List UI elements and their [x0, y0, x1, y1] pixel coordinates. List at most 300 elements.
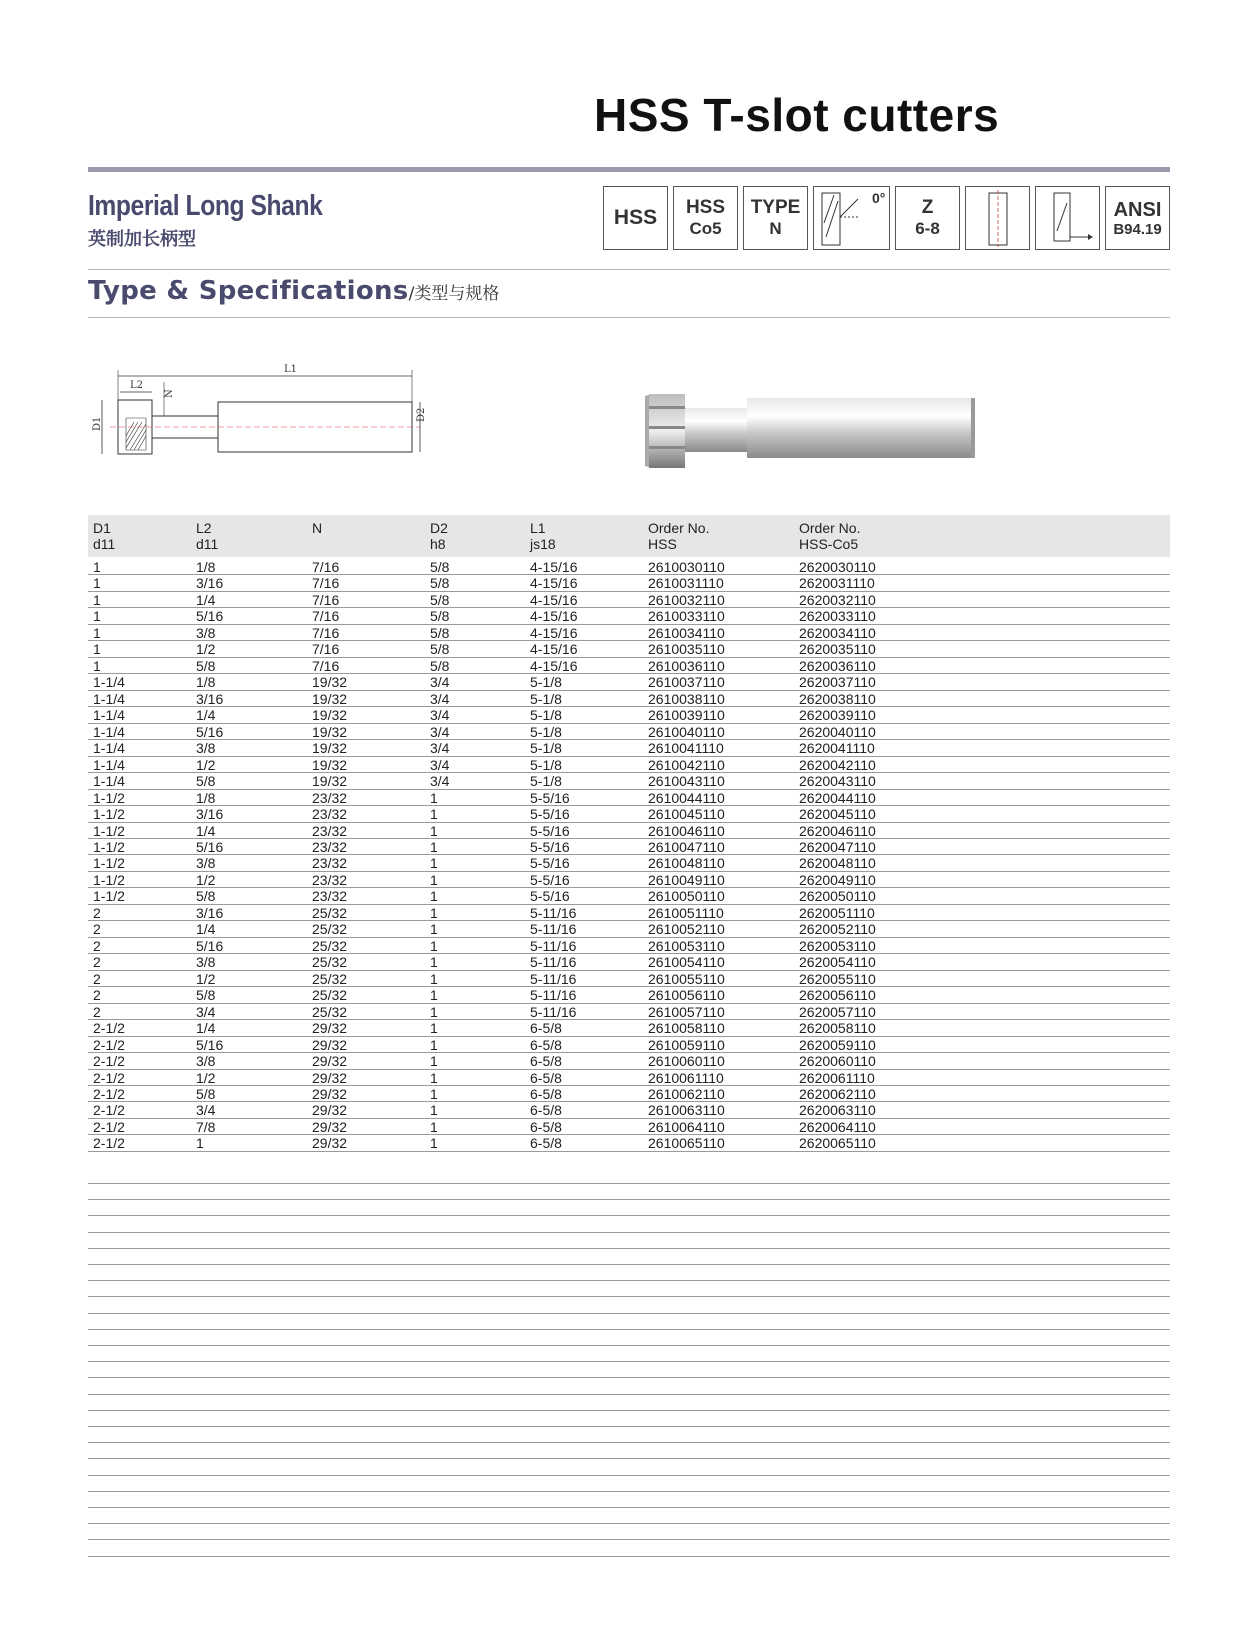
blank-rule-line	[88, 1264, 1170, 1265]
cell-order-hss-co5: 2620060110	[799, 1053, 876, 1070]
cell-order-hss-co5: 2620030110	[799, 559, 876, 575]
cell-order-hss: 2610030110	[648, 559, 725, 575]
cell-l2: 5/16	[196, 838, 224, 855]
cell-l1: 5-11/16	[530, 987, 577, 1004]
cell-order-hss: 2610063110	[648, 1102, 725, 1119]
cell-d1: 1-1/4	[93, 723, 125, 740]
cell-l1: 5-11/16	[530, 954, 577, 971]
table-row	[88, 674, 1170, 690]
cell-d2: 3/4	[430, 740, 450, 757]
cell-order-hss-co5: 2620037110	[799, 674, 876, 691]
cell-l2: 7/8	[196, 1118, 216, 1135]
cell-order-hss-co5: 2620040110	[799, 723, 876, 740]
cell-order-hss: 2610052110	[648, 921, 725, 938]
cell-order-hss-co5: 2620045110	[799, 806, 876, 823]
cell-n: 29/32	[312, 1069, 348, 1086]
blank-rule-line	[88, 1539, 1170, 1540]
cell-d2: 1	[430, 904, 438, 921]
cell-l2: 5/8	[196, 1086, 216, 1102]
cell-order-hss-co5: 2620044110	[799, 789, 876, 806]
cell-n: 19/32	[312, 723, 348, 740]
blank-rule-line	[88, 1313, 1170, 1314]
table-row	[88, 575, 1170, 591]
cell-l2: 5/8	[196, 657, 216, 674]
cell-d1: 2	[93, 1003, 101, 1020]
header-d2: D2 h8	[430, 520, 448, 552]
cell-order-hss: 2610061110	[648, 1069, 724, 1086]
cell-d1: 1	[93, 608, 101, 625]
cell-d2: 1	[430, 888, 438, 905]
cell-d2: 1	[430, 1118, 438, 1135]
cell-n: 25/32	[312, 987, 348, 1004]
cell-d2: 5/8	[430, 657, 450, 674]
cell-order-hss: 2610048110	[648, 855, 725, 872]
helix-angle-icon	[814, 187, 889, 249]
table-row	[88, 1102, 1170, 1118]
cell-l1: 5-11/16	[530, 904, 577, 921]
cell-l2: 3/8	[196, 1053, 216, 1070]
product-photo	[645, 392, 990, 472]
cell-l2: 3/4	[196, 1102, 216, 1119]
cell-l1: 6-5/8	[530, 1135, 562, 1152]
cell-d2: 1	[430, 822, 438, 839]
cell-l1: 5-1/8	[530, 740, 562, 757]
cell-order-hss: 2610045110	[648, 806, 725, 823]
cell-d1: 2	[93, 904, 101, 921]
cell-d2: 3/4	[430, 756, 450, 773]
cell-l1: 5-5/16	[530, 855, 570, 872]
cell-order-hss: 2610049110	[648, 871, 725, 888]
cell-order-hss-co5: 2620056110	[799, 987, 876, 1004]
cell-d1: 1	[93, 624, 101, 641]
cell-l2: 1	[196, 1135, 204, 1152]
cell-l1: 5-1/8	[530, 674, 562, 691]
cell-d1: 1-1/4	[93, 756, 125, 773]
cell-l2: 5/8	[196, 888, 216, 905]
ansi-badge	[1105, 186, 1170, 250]
header-l1: L1 js18	[530, 520, 556, 552]
cell-order-hss: 2610039110	[648, 707, 725, 724]
ansi-badge-line2: B94.19	[1113, 220, 1162, 238]
cell-d1: 1-1/2	[93, 888, 125, 905]
cell-d2: 1	[430, 987, 438, 1004]
cell-l1: 4-15/16	[530, 641, 578, 658]
cell-d1: 1-1/2	[93, 855, 125, 872]
cell-l1: 4-15/16	[530, 608, 578, 625]
cell-n: 19/32	[312, 707, 348, 724]
cell-d1: 1-1/2	[93, 806, 125, 823]
section-title-en: Type & Specifications	[88, 276, 409, 306]
table-row	[88, 888, 1170, 904]
cell-n: 7/16	[312, 559, 340, 575]
cell-order-hss: 2610059110	[648, 1036, 725, 1053]
table-row	[88, 1037, 1170, 1053]
cell-d1: 1	[93, 575, 101, 592]
cell-l2: 3/16	[196, 575, 224, 592]
table-row	[88, 1135, 1170, 1151]
dim-label-d1: D1	[92, 416, 103, 431]
table-row	[88, 790, 1170, 806]
blank-rule-line	[88, 1426, 1170, 1427]
cell-l2: 1/4	[196, 591, 216, 608]
cell-n: 23/32	[312, 871, 348, 888]
technical-drawing	[90, 360, 450, 480]
cell-n: 7/16	[312, 591, 340, 608]
cell-l2: 3/16	[196, 904, 224, 921]
blank-rule-line	[88, 1280, 1170, 1281]
cell-l2: 5/16	[196, 608, 224, 625]
cell-order-hss: 2610055110	[648, 970, 725, 987]
cell-l1: 5-11/16	[530, 937, 577, 954]
teeth-badge-line1: Z	[921, 197, 934, 218]
cell-n: 23/32	[312, 789, 348, 806]
cell-n: 19/32	[312, 740, 348, 757]
section-title	[88, 276, 499, 306]
dim-label-l2: L2	[130, 380, 144, 391]
cell-l1: 5-1/8	[530, 756, 562, 773]
cell-l1: 5-5/16	[530, 822, 570, 839]
cell-order-hss: 2610034110	[648, 624, 725, 641]
cell-d2: 1	[430, 1086, 438, 1102]
hss-co5-badge-line1: HSS	[685, 197, 726, 218]
cell-n: 25/32	[312, 1003, 348, 1020]
cell-d1: 1	[93, 657, 101, 674]
table-row	[88, 608, 1170, 624]
helix-angle-label: 0°	[872, 190, 886, 206]
cell-order-hss: 2610038110	[648, 690, 725, 707]
cell-order-hss-co5: 2620061110	[799, 1069, 875, 1086]
cell-d2: 3/4	[430, 723, 450, 740]
section-title-cn: /类型与规格	[408, 284, 500, 304]
cell-l2: 3/8	[196, 855, 216, 872]
cell-l1: 5-5/16	[530, 871, 570, 888]
cell-order-hss: 2610053110	[648, 937, 725, 954]
blank-rule-line	[88, 1458, 1170, 1459]
header-d1: D1 d11	[93, 520, 116, 552]
cell-d2: 1	[430, 855, 438, 872]
cell-l1: 5-11/16	[530, 1003, 577, 1020]
header-order-hss-co5: Order No. HSS-Co5	[799, 520, 861, 552]
cell-order-hss: 2610035110	[648, 641, 725, 658]
cell-order-hss: 2610043110	[648, 773, 725, 790]
cell-n: 25/32	[312, 970, 348, 987]
dim-label-d2: D2	[416, 407, 427, 422]
cell-order-hss-co5: 2620047110	[799, 838, 876, 855]
cell-l1: 6-5/8	[530, 1036, 562, 1053]
cell-order-hss-co5: 2620046110	[799, 822, 876, 839]
cell-l1: 5-1/8	[530, 773, 562, 790]
cell-l1: 4-15/16	[530, 591, 578, 608]
shank-badge	[965, 186, 1030, 250]
table-row	[88, 987, 1170, 1003]
table-row	[88, 1086, 1170, 1102]
blank-rule-line	[88, 1556, 1170, 1557]
table-row	[88, 872, 1170, 888]
teeth-badge	[895, 186, 960, 250]
cell-order-hss: 2610046110	[648, 822, 725, 839]
cell-order-hss-co5: 2620031110	[799, 575, 875, 592]
cell-l1: 4-15/16	[530, 657, 578, 674]
cell-d2: 3/4	[430, 690, 450, 707]
cell-d2: 1	[430, 1020, 438, 1037]
cell-l2: 1/2	[196, 641, 216, 658]
cell-order-hss-co5: 2620054110	[799, 954, 876, 971]
cell-n: 29/32	[312, 1086, 348, 1102]
table-header	[88, 515, 1170, 557]
blank-rule-line	[88, 1248, 1170, 1249]
cell-l1: 5-1/8	[530, 723, 562, 740]
cell-d1: 1-1/2	[93, 822, 125, 839]
table-row	[88, 823, 1170, 839]
cell-order-hss-co5: 2620041110	[799, 740, 875, 757]
cell-order-hss: 2610032110	[648, 591, 725, 608]
cell-d1: 2-1/2	[93, 1102, 125, 1119]
cell-d1: 2	[93, 937, 101, 954]
hss-badge-label: HSS	[613, 206, 658, 229]
cell-d1: 2-1/2	[93, 1020, 125, 1037]
cell-d1: 2	[93, 970, 101, 987]
cell-n: 19/32	[312, 773, 348, 790]
cell-l1: 5-1/8	[530, 707, 562, 724]
cell-order-hss: 2610041110	[648, 740, 724, 757]
cell-l1: 5-5/16	[530, 806, 570, 823]
cell-d2: 5/8	[430, 559, 450, 575]
cell-order-hss-co5: 2620065110	[799, 1135, 876, 1152]
cell-order-hss-co5: 2620052110	[799, 921, 876, 938]
table-row	[88, 921, 1170, 937]
cell-order-hss-co5: 2620043110	[799, 773, 876, 790]
blank-rule-line	[88, 1232, 1170, 1233]
type-badge	[743, 186, 808, 250]
cell-d2: 5/8	[430, 608, 450, 625]
table-row	[88, 559, 1170, 575]
cell-l2: 1/2	[196, 1069, 216, 1086]
blank-rule-line	[88, 1491, 1170, 1492]
blank-rule-line	[88, 1345, 1170, 1346]
cell-l1: 5-5/16	[530, 789, 570, 806]
blank-rule-line	[88, 1361, 1170, 1362]
cell-l2: 1/2	[196, 756, 216, 773]
table-row	[88, 855, 1170, 871]
cell-d2: 5/8	[430, 641, 450, 658]
cell-l2: 5/16	[196, 1036, 224, 1053]
cell-order-hss-co5: 2620055110	[799, 970, 876, 987]
cell-order-hss-co5: 2620032110	[799, 591, 876, 608]
cell-d2: 3/4	[430, 773, 450, 790]
cell-order-hss-co5: 2620059110	[799, 1036, 876, 1053]
cell-order-hss-co5: 2620034110	[799, 624, 876, 641]
cell-n: 7/16	[312, 657, 340, 674]
cell-l2: 1/8	[196, 559, 216, 575]
cell-order-hss-co5: 2620035110	[799, 641, 876, 658]
table-row	[88, 938, 1170, 954]
cell-n: 23/32	[312, 822, 348, 839]
cell-order-hss: 2610042110	[648, 756, 725, 773]
cell-d1: 2	[93, 954, 101, 971]
cell-d2: 1	[430, 954, 438, 971]
cell-order-hss: 2610033110	[648, 608, 725, 625]
type-badge-line1: TYPE	[750, 197, 801, 218]
cell-d1: 1-1/4	[93, 674, 125, 691]
cell-order-hss: 2610060110	[648, 1053, 725, 1070]
blank-rule-line	[88, 1475, 1170, 1476]
cell-d1: 2-1/2	[93, 1036, 125, 1053]
table-row	[88, 757, 1170, 773]
spec-table-body	[88, 559, 1170, 1152]
cell-d2: 1	[430, 1036, 438, 1053]
blank-rule-line	[88, 1183, 1170, 1184]
cell-l2: 1/8	[196, 674, 216, 691]
cell-order-hss: 2610044110	[648, 789, 725, 806]
cell-n: 29/32	[312, 1118, 348, 1135]
cell-order-hss-co5: 2620057110	[799, 1003, 876, 1020]
cell-l2: 1/8	[196, 789, 216, 806]
cell-d2: 1	[430, 1003, 438, 1020]
cell-d2: 1	[430, 937, 438, 954]
cell-order-hss-co5: 2620039110	[799, 707, 876, 724]
cell-n: 19/32	[312, 756, 348, 773]
cell-order-hss: 2610031110	[648, 575, 724, 592]
cell-l2: 5/16	[196, 723, 224, 740]
cell-n: 29/32	[312, 1102, 348, 1119]
cell-d1: 2-1/2	[93, 1135, 125, 1152]
teeth-badge-line2: 6-8	[915, 219, 940, 238]
cell-d1: 1-1/4	[93, 707, 125, 724]
cutting-direction-icon	[1036, 187, 1099, 249]
cell-order-hss: 2610047110	[648, 838, 725, 855]
cell-n: 29/32	[312, 1020, 348, 1037]
cell-n: 25/32	[312, 954, 348, 971]
cell-l1: 5-11/16	[530, 921, 577, 938]
cell-order-hss-co5: 2620051110	[799, 904, 875, 921]
cell-d1: 1	[93, 559, 101, 575]
cell-n: 23/32	[312, 888, 348, 905]
cell-l1: 6-5/8	[530, 1118, 562, 1135]
cell-order-hss-co5: 2620036110	[799, 657, 876, 674]
cell-order-hss: 2610037110	[648, 674, 725, 691]
blank-rule-line	[88, 1329, 1170, 1330]
cell-d1: 1-1/4	[93, 773, 125, 790]
product-subtitle-cn: 英制加长柄型	[88, 229, 196, 249]
cell-order-hss-co5: 2620058110	[799, 1020, 876, 1037]
cell-d1: 2-1/2	[93, 1069, 125, 1086]
cell-l1: 5-1/8	[530, 690, 562, 707]
ansi-badge-line1: ANSI	[1113, 198, 1162, 221]
cell-l1: 6-5/8	[530, 1020, 562, 1037]
cell-l2: 5/8	[196, 773, 216, 790]
cell-l2: 1/4	[196, 822, 216, 839]
cell-l2: 3/16	[196, 806, 224, 823]
cell-order-hss: 2610065110	[648, 1135, 725, 1152]
blank-rule-line	[88, 1410, 1170, 1411]
cell-l1: 4-15/16	[530, 559, 578, 575]
cell-n: 19/32	[312, 690, 348, 707]
cell-order-hss-co5: 2620038110	[799, 690, 876, 707]
cell-d2: 1	[430, 1102, 438, 1119]
cell-order-hss-co5: 2620050110	[799, 888, 876, 905]
cell-d1: 1	[93, 591, 101, 608]
cell-order-hss-co5: 2620048110	[799, 855, 876, 872]
table-row	[88, 1004, 1170, 1020]
cell-n: 29/32	[312, 1036, 348, 1053]
cell-n: 29/32	[312, 1053, 348, 1070]
blank-rule-line	[88, 1296, 1170, 1297]
blank-rule-line	[88, 1377, 1170, 1378]
cell-order-hss: 2610050110	[648, 888, 725, 905]
cell-d1: 2	[93, 921, 101, 938]
cell-d2: 3/4	[430, 674, 450, 691]
cell-order-hss-co5: 2620062110	[799, 1086, 876, 1102]
cell-d2: 3/4	[430, 707, 450, 724]
cell-n: 25/32	[312, 904, 348, 921]
blank-rule-line	[88, 1507, 1170, 1508]
helix-angle-badge	[813, 186, 890, 250]
table-row	[88, 1053, 1170, 1069]
cell-order-hss: 2610054110	[648, 954, 725, 971]
cell-d2: 1	[430, 921, 438, 938]
cell-d1: 1-1/2	[93, 871, 125, 888]
cell-order-hss-co5: 2620049110	[799, 871, 876, 888]
cell-d1: 1-1/2	[93, 789, 125, 806]
table-row	[88, 1020, 1170, 1036]
blank-rule-line	[88, 1523, 1170, 1524]
cell-d1: 1-1/4	[93, 740, 125, 757]
cell-order-hss: 2610062110	[648, 1086, 725, 1102]
page-title: HSS T-slot cutters	[594, 89, 1000, 141]
table-row	[88, 625, 1170, 641]
type-badge-line2: N	[769, 219, 782, 238]
cell-d2: 1	[430, 970, 438, 987]
table-row	[88, 740, 1170, 756]
cell-n: 29/32	[312, 1135, 348, 1152]
cell-d1: 2-1/2	[93, 1053, 125, 1070]
cell-order-hss: 2610064110	[648, 1118, 725, 1135]
header-n: N	[312, 520, 323, 536]
cell-l1: 5-11/16	[530, 970, 577, 987]
dim-label-l1: L1	[284, 364, 298, 375]
cell-l1: 5-5/16	[530, 838, 570, 855]
table-row	[88, 954, 1170, 970]
blank-rule-line	[88, 1442, 1170, 1443]
cell-n: 25/32	[312, 921, 348, 938]
table-row	[88, 1119, 1170, 1135]
table-row	[88, 641, 1170, 657]
cell-order-hss: 2610057110	[648, 1003, 725, 1020]
cell-l2: 3/8	[196, 954, 216, 971]
cell-order-hss-co5: 2620063110	[799, 1102, 876, 1119]
cell-order-hss-co5: 2620042110	[799, 756, 876, 773]
cell-order-hss-co5: 2620053110	[799, 937, 876, 954]
cell-d2: 1	[430, 806, 438, 823]
cell-d1: 1-1/2	[93, 838, 125, 855]
cell-order-hss-co5: 2620064110	[799, 1118, 876, 1135]
cell-d2: 1	[430, 1053, 438, 1070]
cell-d2: 1	[430, 1069, 438, 1086]
cell-order-hss: 2610040110	[648, 723, 725, 740]
cell-n: 23/32	[312, 855, 348, 872]
cell-l1: 4-15/16	[530, 575, 578, 592]
cell-l1: 6-5/8	[530, 1102, 562, 1119]
section-divider-top	[88, 269, 1170, 270]
cell-l1: 6-5/8	[530, 1053, 562, 1070]
cell-l1: 4-15/16	[530, 624, 578, 641]
cell-n: 23/32	[312, 838, 348, 855]
straight-shank-icon	[966, 187, 1029, 249]
cell-d1: 2-1/2	[93, 1086, 125, 1102]
blank-rule-line	[88, 1215, 1170, 1216]
cell-l2: 3/8	[196, 624, 216, 641]
cell-l2: 1/2	[196, 871, 216, 888]
